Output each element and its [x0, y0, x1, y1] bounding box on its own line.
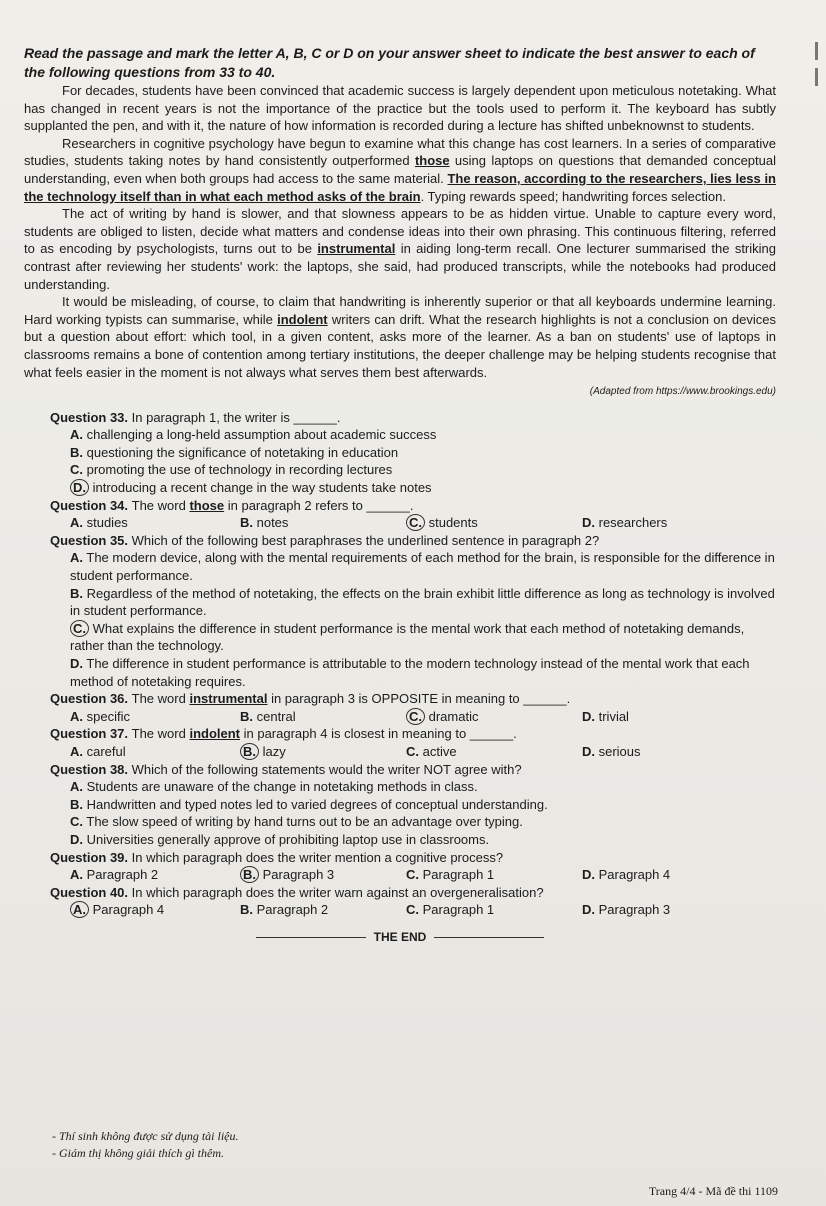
option-text: promoting the use of technology in recording lectures — [83, 462, 393, 478]
option-text: Paragraph 4 — [595, 867, 671, 883]
question-stem — [24, 725, 776, 743]
question-number: Question 34. — [50, 497, 132, 513]
answer-option[interactable] — [24, 778, 776, 796]
question-text: instrumental — [189, 691, 268, 707]
option-letter: A. — [70, 901, 89, 918]
option-letter: B. — [240, 515, 253, 531]
underlined-sentence: The reason, according to the researchers, lies less in the technology itself than in what each method asks of the brain — [24, 170, 776, 204]
the-end-marker — [24, 929, 776, 947]
passage-paragraph — [24, 82, 776, 135]
answer-option[interactable] — [24, 461, 776, 479]
question-stem — [24, 497, 776, 515]
option-letter: C. — [406, 743, 419, 759]
answer-option[interactable] — [24, 585, 776, 620]
question-text: In paragraph 1, the writer is ______. — [131, 409, 341, 425]
question-stem — [24, 849, 776, 867]
exam-content — [24, 44, 776, 947]
answer-option[interactable] — [70, 866, 240, 884]
question-stem — [24, 761, 776, 779]
option-letter: C. — [406, 902, 419, 918]
answer-option[interactable] — [70, 514, 240, 532]
option-letter: D. — [582, 515, 595, 531]
question-text: Which of the following best paraphrases the underlined sentence in paragraph 2? — [131, 532, 600, 548]
option-text: What explains the difference in student performance is the mental work that each method of notetaking demands, rather than the technology. — [70, 620, 745, 654]
paragraph-text: . Typing rewards speed; handwriting forces selection. — [420, 188, 726, 204]
paragraph-text: Researchers in cognitive psychology have begun to examine what this change has cost learners. In a series of comparative studies, students taking notes by hand consistently outperformed — [24, 135, 776, 169]
answer-option[interactable] — [582, 708, 762, 726]
option-letter: C. — [70, 620, 89, 637]
question-block — [24, 497, 776, 532]
question-number: Question 35. — [50, 532, 132, 548]
underlined-word: indolent — [277, 311, 328, 327]
paragraph-text: For decades, students have been convinced that academic success is largely dependent upon meticulous notetaking. What has changed in recent years is not the importance of the practice but the tools used to perform it. The keyboard has subtly supplanted the pen, and with it, the nature of how information is recorded during a lecture has shifted unbeknownst to students. — [24, 83, 776, 134]
passage-paragraph — [24, 293, 776, 381]
scan-mark — [815, 68, 818, 86]
answer-option[interactable] — [406, 901, 582, 919]
option-letter: C. — [70, 462, 83, 478]
question-text: The word — [131, 726, 190, 742]
answer-option[interactable] — [70, 743, 240, 761]
exam-notes — [52, 1128, 239, 1162]
question-text: indolent — [189, 726, 240, 742]
answer-option[interactable] — [24, 796, 776, 814]
option-text: researchers — [595, 515, 668, 531]
option-text: The slow speed of writing by hand turns out to be an advantage over typing. — [83, 814, 523, 830]
paragraph-text: The act of writing by hand is slower, and that slowness appears to be as hidden virtue. Unable to capture every word, students are obliged to listen, decide what matters and condense ideas into their own phrasing. This continuous filtering, referred to as encoding by psychologists, turns out to be — [24, 206, 776, 257]
divider-line — [256, 937, 366, 938]
option-text: central — [253, 708, 296, 724]
question-text: in paragraph 4 is closest in meaning to ______. — [240, 726, 517, 742]
option-text: Paragraph 3 — [595, 902, 671, 918]
answer-option[interactable] — [582, 866, 762, 884]
option-text: Paragraph 2 — [83, 867, 159, 883]
question-stem — [24, 884, 776, 902]
question-block — [24, 725, 776, 760]
page-footer: Trang 4/4 - Mã đề thi 1109 — [648, 1184, 778, 1198]
question-block — [24, 761, 776, 849]
scan-mark — [815, 42, 818, 60]
answer-option[interactable] — [240, 743, 406, 761]
question-block — [24, 409, 776, 497]
question-text: those — [189, 497, 225, 513]
paragraph-text: It would be misleading, of course, to claim that handwriting is inherently superior or that all keyboards undermine learning. Hard working typists can summarise, while — [24, 294, 776, 327]
underlined-word: instrumental — [317, 241, 396, 257]
question-stem — [24, 532, 776, 550]
option-text: Paragraph 2 — [253, 902, 329, 918]
option-letter: C. — [406, 708, 425, 725]
option-row — [24, 743, 776, 761]
question-text: in paragraph 3 is OPPOSITE in meaning to ______. — [267, 691, 571, 707]
paragraph-text: writers can drift. What the research highlights is not a conclusion on devices but a question about effort: which tool, in a given content, asks more of the learner. As a ban on students' use of laptops in classrooms remains a bone of contention among tertiary institutions, the deeper challenge may be helping students recognise that what feels easier in the moment is not always what serves them best afterwards. — [24, 311, 777, 380]
option-text: questioning the significance of notetaking in education — [83, 444, 399, 460]
reading-passage — [24, 82, 776, 381]
question-number: Question 37. — [50, 726, 132, 742]
option-letter: A. — [70, 867, 83, 883]
question-block — [24, 884, 776, 919]
answer-option[interactable] — [240, 901, 406, 919]
option-letter: A. — [70, 550, 83, 566]
answer-option[interactable] — [70, 708, 240, 726]
option-letter: A. — [70, 427, 83, 443]
question-text: The word — [131, 691, 190, 707]
option-text: challenging a long-held assumption about academic success — [83, 427, 437, 443]
option-letter: A. — [70, 515, 83, 531]
option-letter: B. — [240, 866, 259, 883]
option-letter: B. — [70, 585, 83, 601]
option-letter: B. — [240, 708, 253, 724]
passage-paragraph — [24, 135, 776, 205]
question-block — [24, 849, 776, 884]
option-text: Paragraph 1 — [419, 867, 495, 883]
answer-option[interactable] — [24, 655, 776, 690]
option-letter: D. — [582, 902, 595, 918]
answer-option[interactable] — [70, 901, 240, 919]
option-row — [24, 708, 776, 726]
question-block — [24, 532, 776, 690]
option-letter: B. — [240, 902, 253, 918]
question-number: Question 38. — [50, 761, 132, 777]
answer-option[interactable] — [406, 743, 582, 761]
question-text: in paragraph 2 refers to ______. — [224, 497, 414, 513]
answer-option[interactable] — [24, 426, 776, 444]
option-text: Handwritten and typed notes led to varied degrees of conceptual understanding. — [83, 796, 548, 812]
option-text: Paragraph 4 — [89, 902, 165, 918]
option-letter: D. — [582, 743, 595, 759]
answer-option[interactable] — [240, 708, 406, 726]
option-text: serious — [595, 743, 641, 759]
question-number: Question 33. — [50, 409, 132, 425]
option-letter: A. — [70, 708, 83, 724]
option-row — [24, 901, 776, 919]
option-text: students — [425, 515, 478, 531]
answer-option[interactable] — [24, 620, 776, 655]
option-text: Paragraph 3 — [259, 867, 335, 883]
option-text: careful — [83, 743, 126, 759]
question-stem — [24, 690, 776, 708]
option-text: dramatic — [425, 708, 479, 724]
question-text: The word — [131, 497, 190, 513]
instruction-heading: Read the passage and mark the letter A, B, C or D on your answer sheet to indicate the best answer to each of the following questions from 33 to 40. — [24, 45, 755, 80]
option-text: The modern device, along with the mental requirements of each method for the brain, is responsible for the difference in student performance. — [70, 550, 775, 584]
answer-option[interactable] — [24, 444, 776, 462]
question-text: In which paragraph does the writer warn against an overgeneralisation? — [131, 884, 544, 900]
divider-line — [434, 937, 544, 938]
option-text: notes — [253, 515, 289, 531]
option-text: specific — [83, 708, 130, 724]
answer-option[interactable] — [240, 514, 406, 532]
option-text: Paragraph 1 — [419, 902, 495, 918]
answer-option[interactable] — [24, 813, 776, 831]
option-letter: D. — [582, 867, 595, 883]
option-row — [24, 514, 776, 532]
question-number: Question 40. — [50, 884, 132, 900]
option-text: introducing a recent change in the way students take notes — [89, 480, 432, 496]
option-text: active — [419, 743, 457, 759]
question-number: Question 36. — [50, 691, 132, 707]
answer-option[interactable] — [406, 866, 582, 884]
option-letter: C. — [70, 814, 83, 830]
note-line: - Thí sinh không được sử dụng tài liệu. — [52, 1129, 239, 1143]
option-letter: A. — [70, 779, 83, 795]
answer-option[interactable] — [240, 866, 406, 884]
question-text: Which of the following statements would the writer NOT agree with? — [131, 761, 522, 777]
note-line: - Giám thị không giải thích gì thêm. — [52, 1146, 224, 1160]
option-text: The difference in student performance is attributable to the modern technology instead of the mental work that each method of notetaking requires. — [70, 656, 750, 689]
option-letter: C. — [406, 514, 425, 531]
option-text: Students are unaware of the change in notetaking methods in class. — [83, 779, 478, 795]
answer-option[interactable] — [582, 901, 762, 919]
option-text: Universities generally approve of prohibiting laptop use in classrooms. — [83, 831, 490, 847]
paragraph-text: in aiding long-term recall. One lecturer summarised the striking contrast after reviewing her students' work: the laptops, she said, had produced transcripts, while the notebooks had produced understanding. — [24, 241, 776, 292]
option-letter: D. — [70, 656, 83, 671]
passage-source: (Adapted from https://www.brookings.edu) — [589, 386, 776, 398]
answer-option[interactable] — [406, 514, 582, 532]
option-row — [24, 866, 776, 884]
answer-option[interactable] — [406, 708, 582, 726]
option-letter: D. — [582, 708, 595, 724]
question-text: In which paragraph does the writer mention a cognitive process? — [131, 849, 504, 865]
question-number: Question 39. — [50, 849, 132, 865]
answer-option[interactable] — [24, 479, 776, 497]
option-letter: D. — [70, 479, 89, 496]
option-text: studies — [83, 515, 128, 531]
option-letter: B. — [70, 796, 83, 812]
option-text: Regardless of the method of notetaking, the effects on the brain exhibit little difference as long as technology is involved in student performance. — [70, 585, 775, 619]
question-stem — [24, 409, 776, 427]
passage-paragraph — [24, 205, 776, 293]
underlined-word: those — [414, 153, 450, 169]
answer-option[interactable] — [24, 831, 776, 849]
option-letter: B. — [70, 444, 83, 460]
option-letter: D. — [70, 831, 83, 847]
paragraph-text: using laptops on questions that demanded conceptual understanding, even when both groups had access to the same material. — [24, 153, 776, 186]
the-end-text: THE END — [373, 929, 427, 944]
option-text: trivial — [595, 708, 629, 724]
answer-option[interactable] — [582, 743, 762, 761]
answer-option[interactable] — [582, 514, 762, 532]
question-block — [24, 690, 776, 725]
option-text: lazy — [259, 743, 286, 759]
option-letter: C. — [406, 867, 419, 883]
option-letter: A. — [70, 743, 83, 759]
option-letter: B. — [240, 743, 259, 760]
question-list — [24, 409, 776, 919]
answer-option[interactable] — [24, 549, 776, 584]
